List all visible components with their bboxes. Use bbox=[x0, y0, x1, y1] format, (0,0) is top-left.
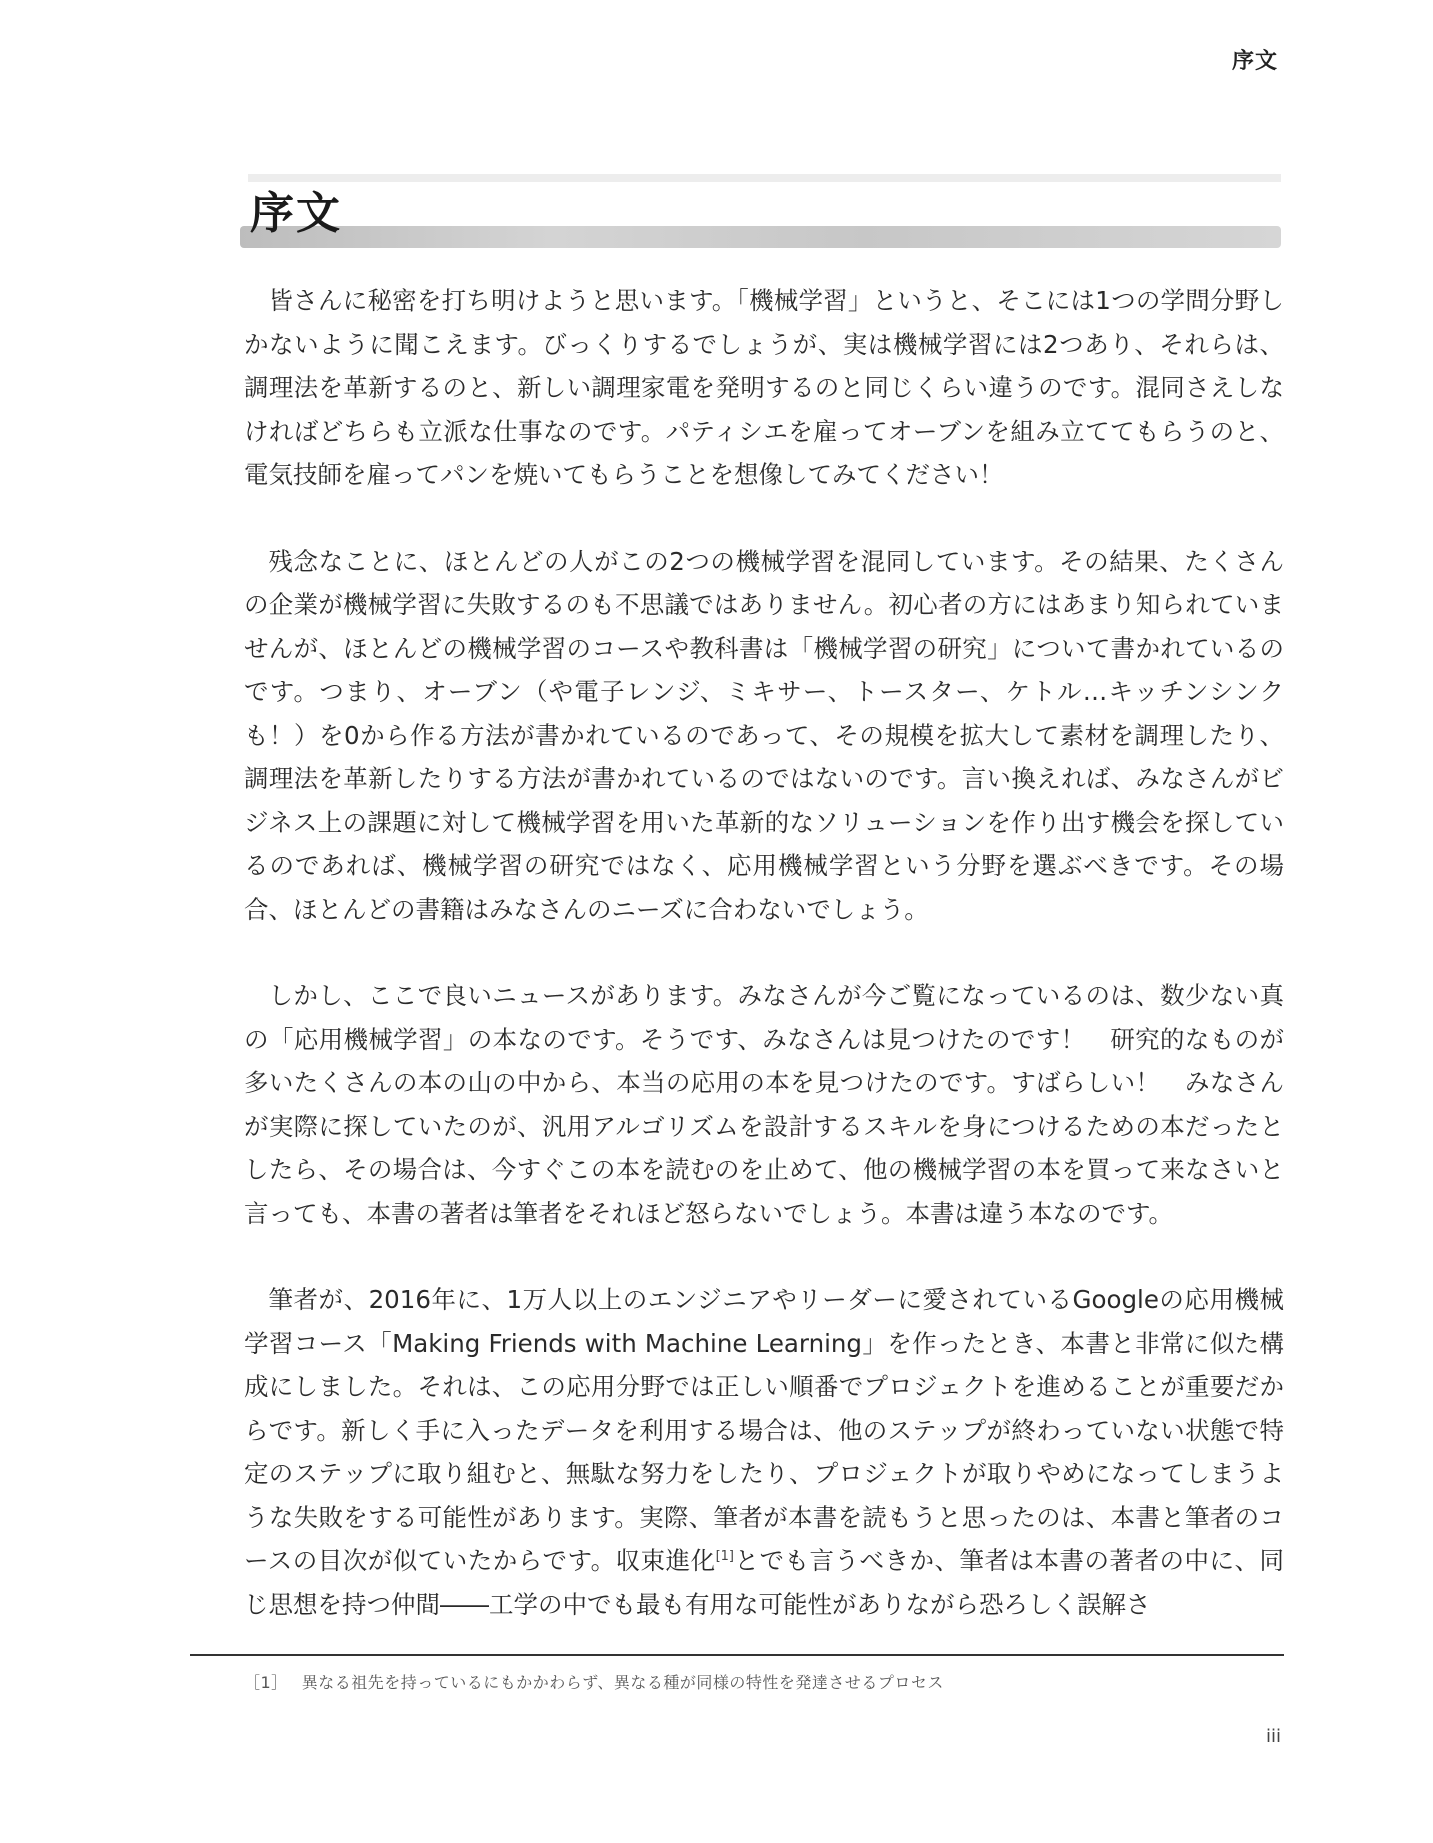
footnote-rule bbox=[190, 1654, 1284, 1656]
title-top-rule bbox=[248, 174, 1281, 182]
body-text bbox=[244, 279, 1284, 1669]
title-band bbox=[240, 226, 1281, 248]
running-head: 序文 bbox=[1231, 49, 1278, 74]
paragraph-2: 残念なことに、ほとんどの人がこの2つの機械学習を混同しています。その結果、たくさんの企業が機械学習に失敗するのも不思議ではありません。初心者の方にはあまり知られていませんが、ほとんどの機械学習のコースや教科書は「機械学習の研究」について書かれているのです。つまり、オーブン（や電子レンジ、ミキサー、トースター、ケトル…キッチンシンクも！）を0から作る方法が書かれているのであって、その規模を拡大して素材を調理したり、調理法を革新したりする方法が書かれているのではないのです。言い換えれば、みなさんがビジネス上の課題に対して機械学習を用いた革新的なソリューションを作り出す機会を探しているのであれば、機械学習の研究ではなく、応用機械学習という分野を選ぶべきです。その場合、ほとんどの書籍はみなさんのニーズに合わないでしょう。 bbox=[244, 546, 1284, 924]
paragraph-3: しかし、ここで良いニュースがあります。みなさんが今ご覧になっているのは、数少ない真の「応用機械学習」の本なのです。そうです、みなさんは見つけたのです！ 研究的なものが多いたくさんの本の山の中から、本当の応用の本を見つけたのです。すばらしい！ みなさんが実際に探していたのが、汎用アルゴリズムを設計するスキルを身につけるための本だったとしたら、その場合は、今すぐこの本を読むのを止めて、他の機械学習の本を買って来なさいと言っても、本書の著者は筆者をそれほど怒らないでしょう。本書は違う本なのです。 bbox=[244, 981, 1284, 1228]
page-number: iii bbox=[1265, 1726, 1281, 1747]
footnote-reference[interactable]: [1] bbox=[715, 1548, 734, 1564]
paragraph-4 bbox=[244, 1278, 1284, 1626]
paragraph-4-text-after: とでも言うべきか、筆者は本書の著者の中に、同じ思想を持つ仲間――工学の中でも最も有用な可能性がありながら恐ろしく誤解さ bbox=[244, 1546, 1284, 1619]
paragraph-1: 皆さんに秘密を打ち明けようと思います。「機械学習」というと、そこには1つの学問分野しかないように聞こえます。びっくりするでしょうが、実は機械学習には2つあり、それらは、調理法を革新するのと、新しい調理家電を発明するのと同じくらい違うのです。混同さえしなければどちらも立派な仕事なのです。パティシエを雇ってオーブンを組み立ててもらうのと、電気技師を雇ってパンを焼いてもらうことを想像してみてください！ bbox=[244, 286, 1284, 489]
footnote-mark: ［1］ bbox=[244, 1673, 288, 1692]
footnote-text: 異なる祖先を持っているにもかかわらず、異なる種が同様の特性を発達させるプロセス bbox=[301, 1673, 944, 1692]
footnote bbox=[244, 1670, 944, 1693]
paragraph-4-text-before: 筆者が、2016年に、1万人以上のエンジニアやリーダーに愛されているGoogleの応用機械学習コース「Making Friends with Machine Learning」を作ったとき、本書と非常に似た構成にしました。それは、この応用分野では正しい順番でプロジェクトを進めることが重要だからです。新しく手に入ったデータを利用する場合は、他のステップが終わっていない状態で特定のステップに取り組むと、無駄な努力をしたり、プロジェクトが取りやめになってしまうような失敗をする可能性があります。実際、筆者が本書を読もうと思ったのは、本書と筆者のコースの目次が似ていたからです。収束進化 bbox=[244, 1285, 1284, 1575]
chapter-title: 序文 bbox=[250, 188, 342, 239]
